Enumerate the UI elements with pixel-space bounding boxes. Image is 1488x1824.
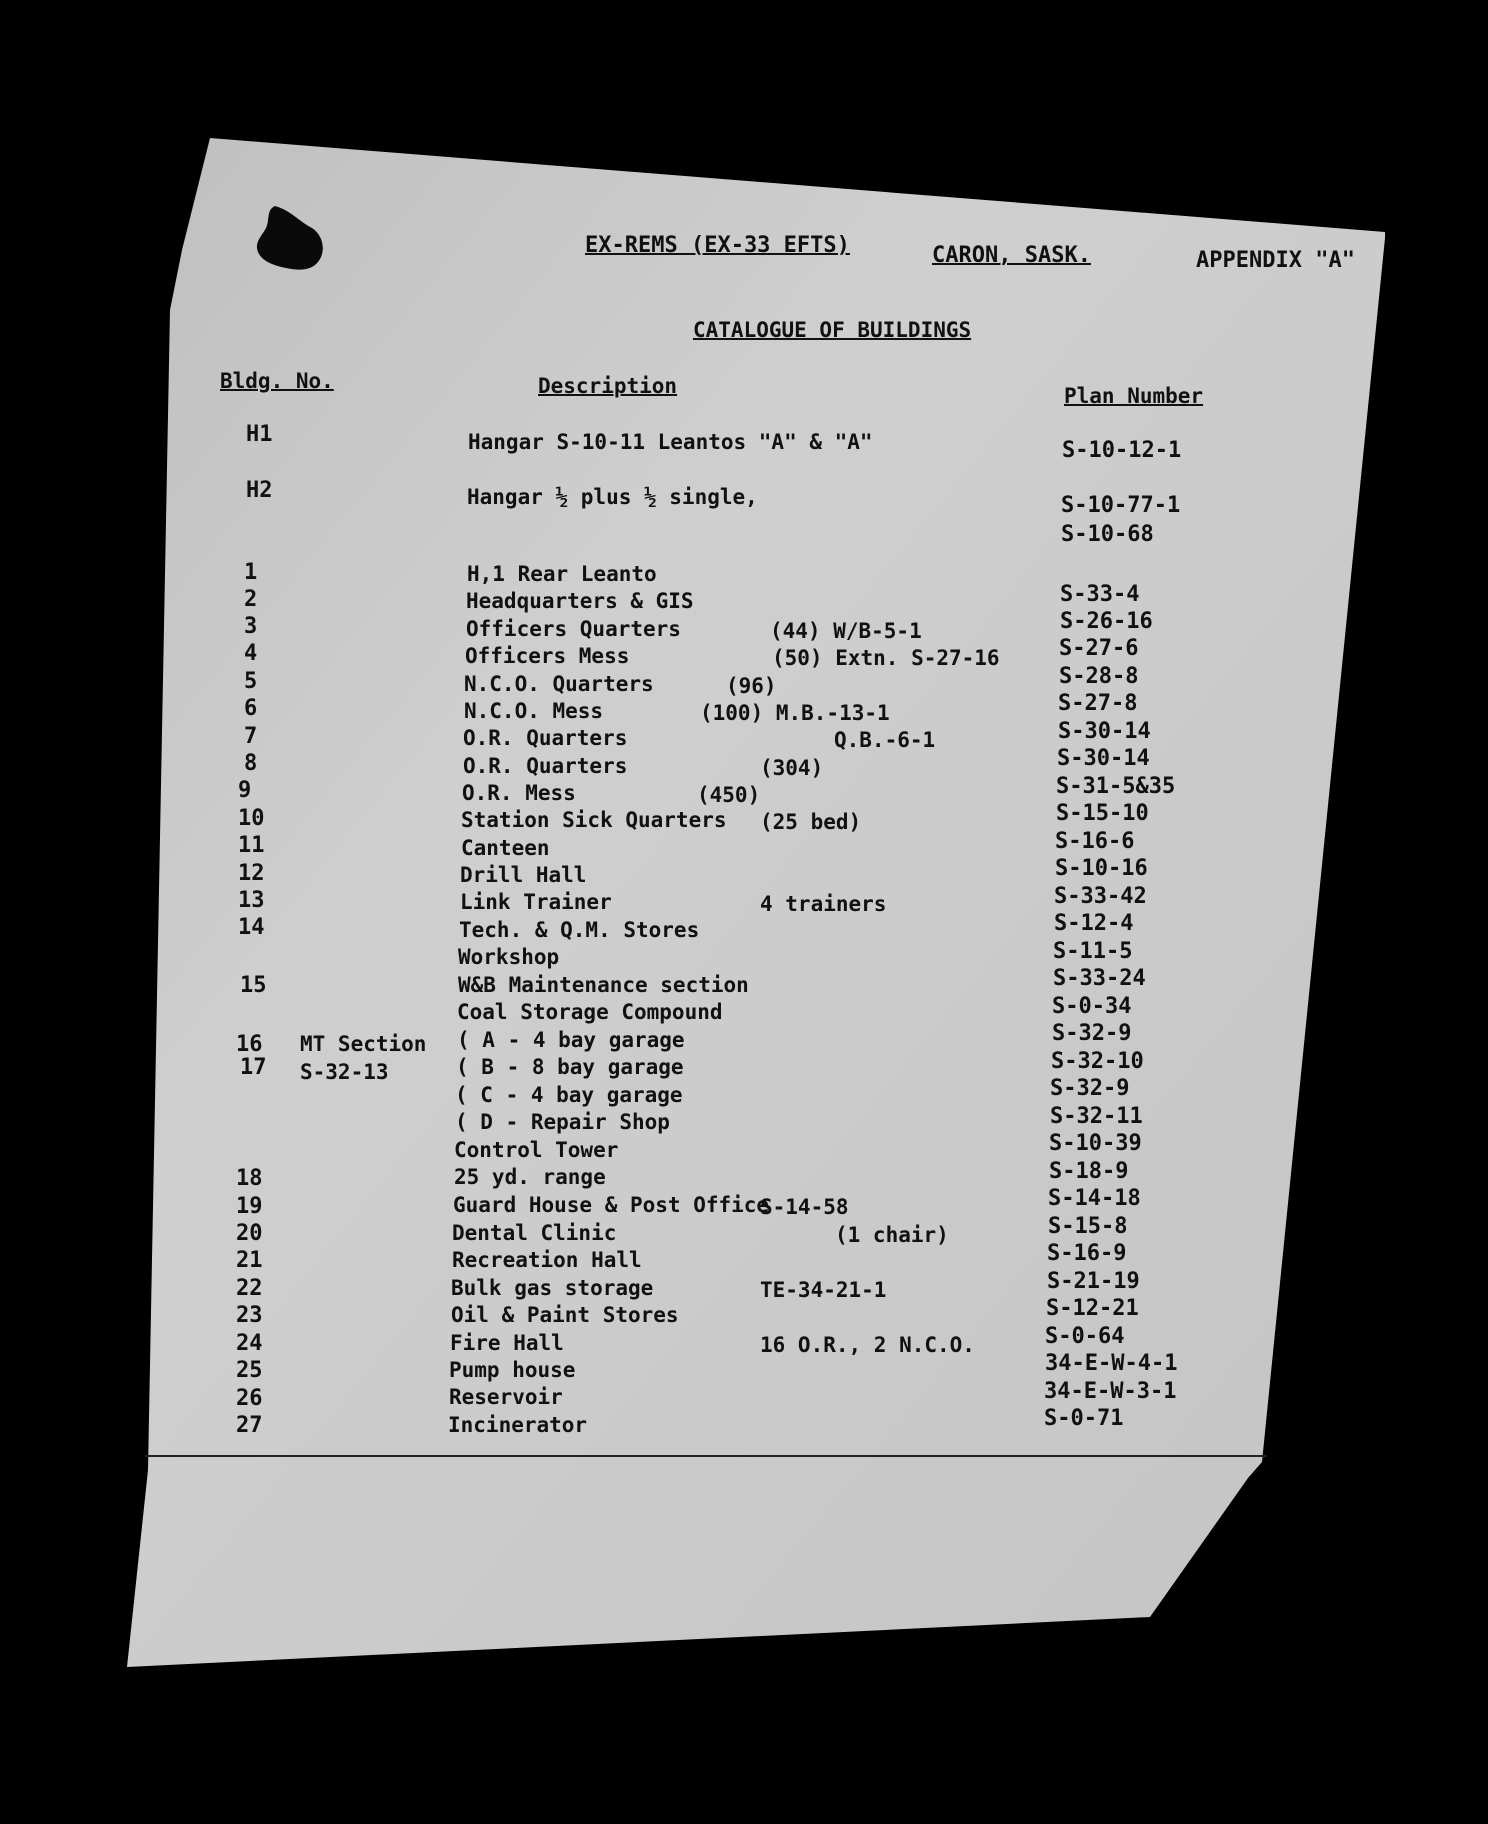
- plan-number: S-10-77-1: [1061, 493, 1181, 518]
- bldg-number: 14: [238, 915, 265, 940]
- bldg-description: 25 yd. range: [454, 1165, 606, 1189]
- plan-number: S-30-14: [1057, 746, 1150, 771]
- bldg-note: Q.B.-6-1: [834, 728, 936, 752]
- bldg-description: Fire Hall: [450, 1331, 564, 1355]
- bldg-description: Canteen: [461, 836, 550, 860]
- bldg-note: (1 chair): [835, 1223, 949, 1247]
- bldg-number: 15: [240, 973, 267, 998]
- plan-number: S-30-14: [1058, 719, 1151, 744]
- plan-number: S-0-71: [1044, 1406, 1124, 1431]
- bldg-note: (96): [726, 674, 777, 698]
- plan-number: S-33-4: [1060, 582, 1140, 607]
- bldg-description: Link Trainer: [460, 890, 612, 914]
- bldg-number: 23: [236, 1303, 263, 1328]
- plan-number: S-14-18: [1048, 1186, 1141, 1211]
- plan-number: S-15-10: [1056, 801, 1149, 826]
- bldg-number: 19: [236, 1194, 263, 1219]
- bldg-description: H,1 Rear Leanto: [467, 562, 657, 586]
- bldg-description: Tech. & Q.M. Stores: [459, 918, 700, 942]
- bldg-note: 16 O.R., 2 N.C.O.: [760, 1333, 975, 1357]
- plan-number: S-26-16: [1060, 609, 1153, 634]
- bldg-number: 7: [244, 724, 258, 749]
- bldg-note: TE-34-21-1: [760, 1278, 887, 1302]
- bldg-note: (25 bed): [760, 810, 862, 834]
- plan-number: S-27-6: [1059, 636, 1139, 661]
- bldg-description: Bulk gas storage: [451, 1276, 654, 1300]
- plan-number: S-0-34: [1052, 994, 1132, 1019]
- plan-number: S-16-6: [1055, 829, 1135, 854]
- column-description: Description: [538, 374, 678, 398]
- plan-number: S-28-8: [1059, 664, 1139, 689]
- bldg-description: Control Tower: [454, 1138, 619, 1162]
- bldg-description: O.R. Quarters: [463, 726, 628, 750]
- bldg-description: Dental Clinic: [452, 1221, 617, 1245]
- column-bldg-no: Bldg. No.: [220, 369, 334, 393]
- plan-number: S-27-8: [1058, 691, 1138, 716]
- bldg-number: 27: [236, 1413, 263, 1438]
- plan-number: S-32-10: [1051, 1049, 1144, 1074]
- bldg-description: Reservoir: [449, 1385, 563, 1409]
- bldg-description: N.C.O. Quarters: [464, 672, 654, 696]
- bldg-number: 9: [238, 778, 252, 803]
- bldg-description: Officers Quarters: [466, 617, 681, 641]
- bldg-number: 1: [244, 560, 258, 585]
- bldg-number: H2: [246, 478, 273, 503]
- bldg-number: 13: [238, 888, 265, 913]
- bldg-description: ( B - 8 bay garage: [456, 1055, 684, 1079]
- bldg-note: (100) M.B.-13-1: [700, 701, 890, 725]
- bldg-description: ( C - 4 bay garage: [455, 1083, 683, 1107]
- bldg-number: 4: [244, 641, 258, 666]
- bldg-description: Station Sick Quarters: [461, 808, 727, 832]
- bldg-description: Drill Hall: [460, 863, 587, 887]
- bldg-number: 6: [244, 696, 258, 721]
- plan-number: S-33-42: [1054, 884, 1147, 909]
- bldg-number: 22: [236, 1276, 263, 1301]
- plan-number: S-10-12-1: [1062, 438, 1182, 463]
- bldg-note: (44) W/B-5-1: [770, 619, 922, 643]
- bldg-number: 24: [236, 1331, 263, 1356]
- bldg-number: 12: [238, 861, 265, 886]
- plan-number: S-31-5&35: [1056, 774, 1176, 799]
- bldg-number: 2: [244, 587, 258, 612]
- bldg-number: 16: [236, 1032, 263, 1057]
- bldg-description: Incinerator: [448, 1413, 588, 1437]
- location-title: CARON, SASK.: [932, 243, 1091, 268]
- plan-number: 34-E-W-4-1: [1045, 1351, 1178, 1376]
- mt-section-label: MT Section: [300, 1032, 427, 1056]
- plan-number: S-16-9: [1047, 1241, 1127, 1266]
- bldg-number: 26: [236, 1386, 263, 1411]
- plan-number: S-21-19: [1047, 1269, 1140, 1294]
- bldg-number: 10: [238, 806, 265, 831]
- bldg-number: 11: [238, 833, 265, 858]
- bldg-description: Pump house: [449, 1358, 576, 1382]
- bldg-description: Hangar S-10-11 Leantos "A" & "A": [468, 430, 873, 454]
- bldg-number: 5: [244, 669, 258, 694]
- plan-number: S-32-9: [1050, 1076, 1130, 1101]
- bldg-description: O.R. Mess: [462, 781, 576, 805]
- bldg-description: ( D - Repair Shop: [455, 1110, 670, 1134]
- plan-number: S-32-11: [1050, 1104, 1143, 1129]
- bldg-description: N.C.O. Mess: [464, 699, 604, 723]
- bldg-description: Officers Mess: [465, 644, 630, 668]
- bldg-description: Hangar ½ plus ½ single,: [467, 485, 758, 509]
- bldg-description: Recreation Hall: [452, 1248, 642, 1272]
- bldg-note: 4 trainers: [760, 892, 887, 916]
- plan-number: 34-E-W-3-1: [1044, 1379, 1177, 1404]
- bldg-note: (304): [760, 756, 824, 780]
- plan-number: S-12-21: [1046, 1296, 1139, 1321]
- bldg-description: O.R. Quarters: [463, 754, 628, 778]
- bldg-description: Headquarters & GIS: [466, 589, 694, 613]
- station-title: EX-REMS (EX-33 EFTS): [585, 233, 850, 258]
- bldg-description: W&B Maintenance section: [458, 973, 749, 997]
- bldg-number: 18: [236, 1166, 263, 1191]
- bldg-description: Coal Storage Compound: [457, 1000, 723, 1024]
- column-plan-number: Plan Number: [1064, 384, 1204, 408]
- bldg-description: Guard House & Post Office: [453, 1193, 770, 1217]
- plan-number: S-33-24: [1053, 966, 1146, 991]
- plan-number: S-32-9: [1052, 1021, 1132, 1046]
- bldg-description: Oil & Paint Stores: [451, 1303, 679, 1327]
- bldg-number: 21: [236, 1248, 263, 1273]
- plan-number: S-18-9: [1049, 1159, 1129, 1184]
- appendix-label: APPENDIX "A": [1196, 248, 1355, 273]
- bldg-number: H1: [246, 422, 273, 447]
- plan-number: S-10-68: [1061, 522, 1154, 547]
- plan-number: S-10-16: [1055, 856, 1148, 881]
- bldg-number: 3: [244, 614, 258, 639]
- page-title: CATALOGUE OF BUILDINGS: [693, 318, 972, 342]
- bottom-rule: [145, 1455, 1267, 1457]
- bldg-number: 25: [236, 1358, 263, 1383]
- bldg-number: 17: [240, 1055, 267, 1080]
- bldg-description: ( A - 4 bay garage: [457, 1028, 685, 1052]
- bldg-note: (450): [697, 783, 761, 807]
- plan-number: S-10-39: [1049, 1131, 1142, 1156]
- plan-number: S-15-8: [1048, 1214, 1128, 1239]
- bldg-note: S-14-58: [760, 1195, 849, 1219]
- bldg-note: (50) Extn. S-27-16: [772, 646, 1000, 670]
- bldg-description: Workshop: [458, 945, 560, 969]
- plan-number: S-12-4: [1054, 911, 1134, 936]
- bldg-number: 20: [236, 1221, 263, 1246]
- mt-section-plan: S-32-13: [300, 1060, 389, 1084]
- plan-number: S-0-64: [1045, 1324, 1125, 1349]
- bldg-number: 8: [244, 751, 258, 776]
- plan-number: S-11-5: [1053, 939, 1133, 964]
